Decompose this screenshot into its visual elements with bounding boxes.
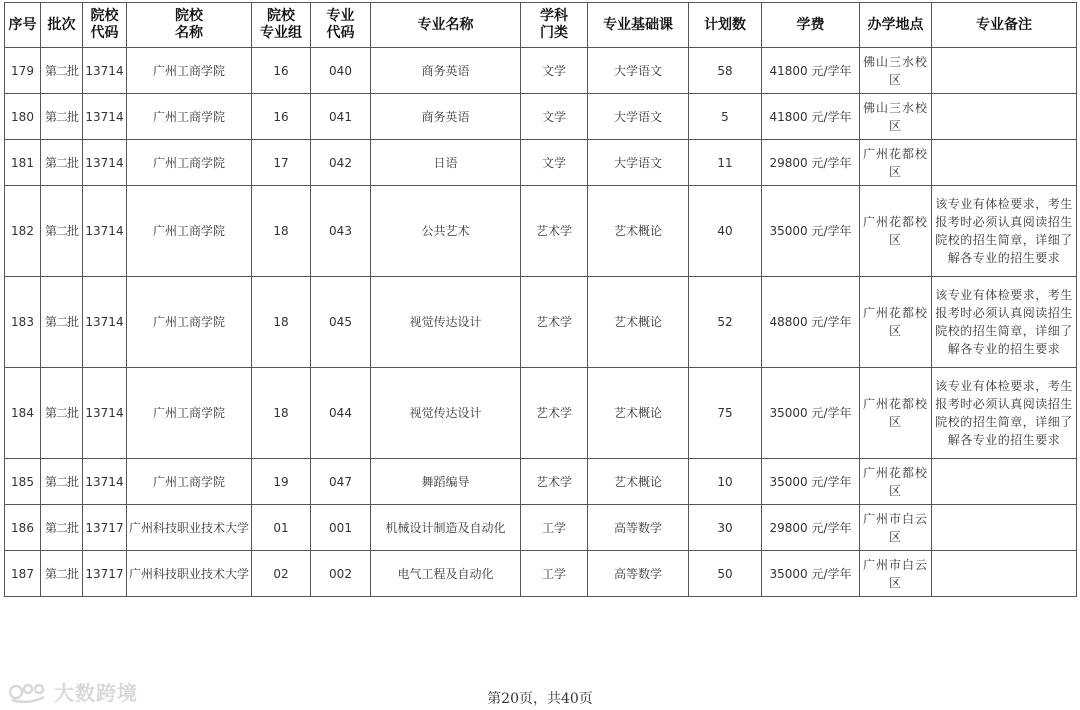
cell-batch: 第二批 xyxy=(41,94,83,140)
cell-group: 18 xyxy=(252,368,311,459)
cell-group: 18 xyxy=(252,186,311,277)
cell-note: 该专业有体检要求，考生报考时必须认真阅读招生院校的招生简章，详细了解各专业的招生要求 xyxy=(932,277,1077,368)
header-col-major-code: 专业 代码 xyxy=(311,3,371,48)
enrollment-table xyxy=(4,2,1077,597)
cell-batch: 第二批 xyxy=(41,551,83,597)
cell-base-course: 大学语文 xyxy=(588,48,689,94)
cell-batch: 第二批 xyxy=(41,186,83,277)
cell-school-code: 13714 xyxy=(83,459,127,505)
cell-plan: 75 xyxy=(689,368,762,459)
cell-location: 佛山三水校区 xyxy=(860,94,932,140)
cell-note xyxy=(932,48,1077,94)
cell-note: 该专业有体检要求，考生报考时必须认真阅读招生院校的招生简章，详细了解各专业的招生要求 xyxy=(932,186,1077,277)
cell-major-code: 047 xyxy=(311,459,371,505)
cell-base-course: 艺术概论 xyxy=(588,368,689,459)
table-row xyxy=(5,505,1077,551)
cell-fee: 29800 元/学年 xyxy=(762,140,860,186)
cell-major-name: 公共艺术 xyxy=(371,186,521,277)
cell-plan: 50 xyxy=(689,551,762,597)
cell-base-course: 艺术概论 xyxy=(588,459,689,505)
cell-group: 02 xyxy=(252,551,311,597)
cell-major-name: 机械设计制造及自动化 xyxy=(371,505,521,551)
cell-note xyxy=(932,551,1077,597)
cell-major-name: 舞蹈编导 xyxy=(371,459,521,505)
cell-major-name: 视觉传达设计 xyxy=(371,277,521,368)
header-row xyxy=(5,3,1077,48)
cell-major-name: 电气工程及自动化 xyxy=(371,551,521,597)
cell-plan: 52 xyxy=(689,277,762,368)
cell-plan: 11 xyxy=(689,140,762,186)
cell-note xyxy=(932,505,1077,551)
cell-plan: 10 xyxy=(689,459,762,505)
cell-group: 16 xyxy=(252,48,311,94)
cell-major-code: 044 xyxy=(311,368,371,459)
cell-no: 183 xyxy=(5,277,41,368)
cell-school-code: 13714 xyxy=(83,48,127,94)
cell-base-course: 艺术概论 xyxy=(588,277,689,368)
table-row xyxy=(5,551,1077,597)
cell-fee: 35000 元/学年 xyxy=(762,459,860,505)
header-col-base-course: 专业基础课 xyxy=(588,3,689,48)
header-col-batch: 批次 xyxy=(41,3,83,48)
cell-school-code: 13717 xyxy=(83,551,127,597)
cell-no: 182 xyxy=(5,186,41,277)
cell-major-name: 日语 xyxy=(371,140,521,186)
cell-school-code: 13714 xyxy=(83,186,127,277)
cell-category: 文学 xyxy=(521,48,588,94)
cell-group: 18 xyxy=(252,277,311,368)
cell-base-course: 高等数学 xyxy=(588,551,689,597)
cell-school-code: 13714 xyxy=(83,140,127,186)
cell-school-name: 广州工商学院 xyxy=(127,459,252,505)
cell-major-code: 040 xyxy=(311,48,371,94)
cell-group: 19 xyxy=(252,459,311,505)
cell-plan: 40 xyxy=(689,186,762,277)
cell-no: 185 xyxy=(5,459,41,505)
cell-batch: 第二批 xyxy=(41,140,83,186)
header-col-plan: 计划数 xyxy=(689,3,762,48)
cell-batch: 第二批 xyxy=(41,459,83,505)
cell-no: 184 xyxy=(5,368,41,459)
watermark-text: 大数跨境 xyxy=(54,681,138,705)
cell-base-course: 艺术概论 xyxy=(588,186,689,277)
cell-note xyxy=(932,459,1077,505)
cell-location: 广州花都校区 xyxy=(860,186,932,277)
cell-school-name: 广州科技职业技术大学 xyxy=(127,505,252,551)
cell-fee: 41800 元/学年 xyxy=(762,48,860,94)
cell-major-code: 002 xyxy=(311,551,371,597)
cell-fee: 29800 元/学年 xyxy=(762,505,860,551)
table-row xyxy=(5,186,1077,277)
cell-school-name: 广州工商学院 xyxy=(127,277,252,368)
table-row xyxy=(5,94,1077,140)
cell-note: 该专业有体检要求，考生报考时必须认真阅读招生院校的招生简章，详细了解各专业的招生要求 xyxy=(932,368,1077,459)
cell-fee: 35000 元/学年 xyxy=(762,368,860,459)
header-col-fee: 学费 xyxy=(762,3,860,48)
cell-major-name: 商务英语 xyxy=(371,48,521,94)
cell-school-code: 13714 xyxy=(83,277,127,368)
cell-school-name: 广州工商学院 xyxy=(127,48,252,94)
cell-no: 181 xyxy=(5,140,41,186)
cell-school-name: 广州工商学院 xyxy=(127,94,252,140)
header-col-no: 序号 xyxy=(5,3,41,48)
page-number: 第20页，共40页 xyxy=(487,691,593,707)
header-col-group: 院校 专业组 xyxy=(252,3,311,48)
cell-major-name: 商务英语 xyxy=(371,94,521,140)
cell-plan: 5 xyxy=(689,94,762,140)
cell-category: 艺术学 xyxy=(521,186,588,277)
cell-school-name: 广州科技职业技术大学 xyxy=(127,551,252,597)
cell-location: 广州花都校区 xyxy=(860,459,932,505)
cell-location: 广州花都校区 xyxy=(860,368,932,459)
header-col-location: 办学地点 xyxy=(860,3,932,48)
table-body xyxy=(5,48,1077,597)
cell-plan: 58 xyxy=(689,48,762,94)
cell-school-code: 13714 xyxy=(83,368,127,459)
cell-major-code: 043 xyxy=(311,186,371,277)
cell-fee: 41800 元/学年 xyxy=(762,94,860,140)
cell-base-course: 高等数学 xyxy=(588,505,689,551)
cell-base-course: 大学语文 xyxy=(588,140,689,186)
cell-location: 广州市白云区 xyxy=(860,505,932,551)
header-col-school-name: 院校 名称 xyxy=(127,3,252,48)
cell-location: 广州花都校区 xyxy=(860,140,932,186)
cell-batch: 第二批 xyxy=(41,48,83,94)
table-row xyxy=(5,277,1077,368)
table-row xyxy=(5,48,1077,94)
cell-school-code: 13714 xyxy=(83,94,127,140)
cell-plan: 30 xyxy=(689,505,762,551)
table-row xyxy=(5,368,1077,459)
cell-school-name: 广州工商学院 xyxy=(127,368,252,459)
cell-note xyxy=(932,94,1077,140)
cell-fee: 35000 元/学年 xyxy=(762,186,860,277)
cell-fee: 48800 元/学年 xyxy=(762,277,860,368)
cell-school-code: 13717 xyxy=(83,505,127,551)
cell-category: 工学 xyxy=(521,551,588,597)
cell-location: 广州市白云区 xyxy=(860,551,932,597)
cell-batch: 第二批 xyxy=(41,277,83,368)
cell-category: 文学 xyxy=(521,94,588,140)
cell-category: 艺术学 xyxy=(521,459,588,505)
cell-major-code: 042 xyxy=(311,140,371,186)
cell-major-name: 视觉传达设计 xyxy=(371,368,521,459)
cell-fee: 35000 元/学年 xyxy=(762,551,860,597)
table-row xyxy=(5,459,1077,505)
cell-no: 179 xyxy=(5,48,41,94)
cell-category: 文学 xyxy=(521,140,588,186)
header-col-note: 专业备注 xyxy=(932,3,1077,48)
cell-category: 艺术学 xyxy=(521,368,588,459)
header-col-major-name: 专业名称 xyxy=(371,3,521,48)
table-header xyxy=(5,3,1077,48)
table-row xyxy=(5,140,1077,186)
cell-batch: 第二批 xyxy=(41,505,83,551)
cell-group: 01 xyxy=(252,505,311,551)
cell-category: 工学 xyxy=(521,505,588,551)
cell-location: 广州花都校区 xyxy=(860,277,932,368)
cell-note xyxy=(932,140,1077,186)
cell-major-code: 045 xyxy=(311,277,371,368)
cell-batch: 第二批 xyxy=(41,368,83,459)
cell-category: 艺术学 xyxy=(521,277,588,368)
cell-base-course: 大学语文 xyxy=(588,94,689,140)
cell-major-code: 041 xyxy=(311,94,371,140)
cell-school-name: 广州工商学院 xyxy=(127,186,252,277)
cell-major-code: 001 xyxy=(311,505,371,551)
cell-location: 佛山三水校区 xyxy=(860,48,932,94)
cell-no: 180 xyxy=(5,94,41,140)
cell-group: 16 xyxy=(252,94,311,140)
cell-school-name: 广州工商学院 xyxy=(127,140,252,186)
cell-no: 186 xyxy=(5,505,41,551)
header-col-category: 学科 门类 xyxy=(521,3,588,48)
header-col-school-code: 院校 代码 xyxy=(83,3,127,48)
cell-group: 17 xyxy=(252,140,311,186)
cell-no: 187 xyxy=(5,551,41,597)
